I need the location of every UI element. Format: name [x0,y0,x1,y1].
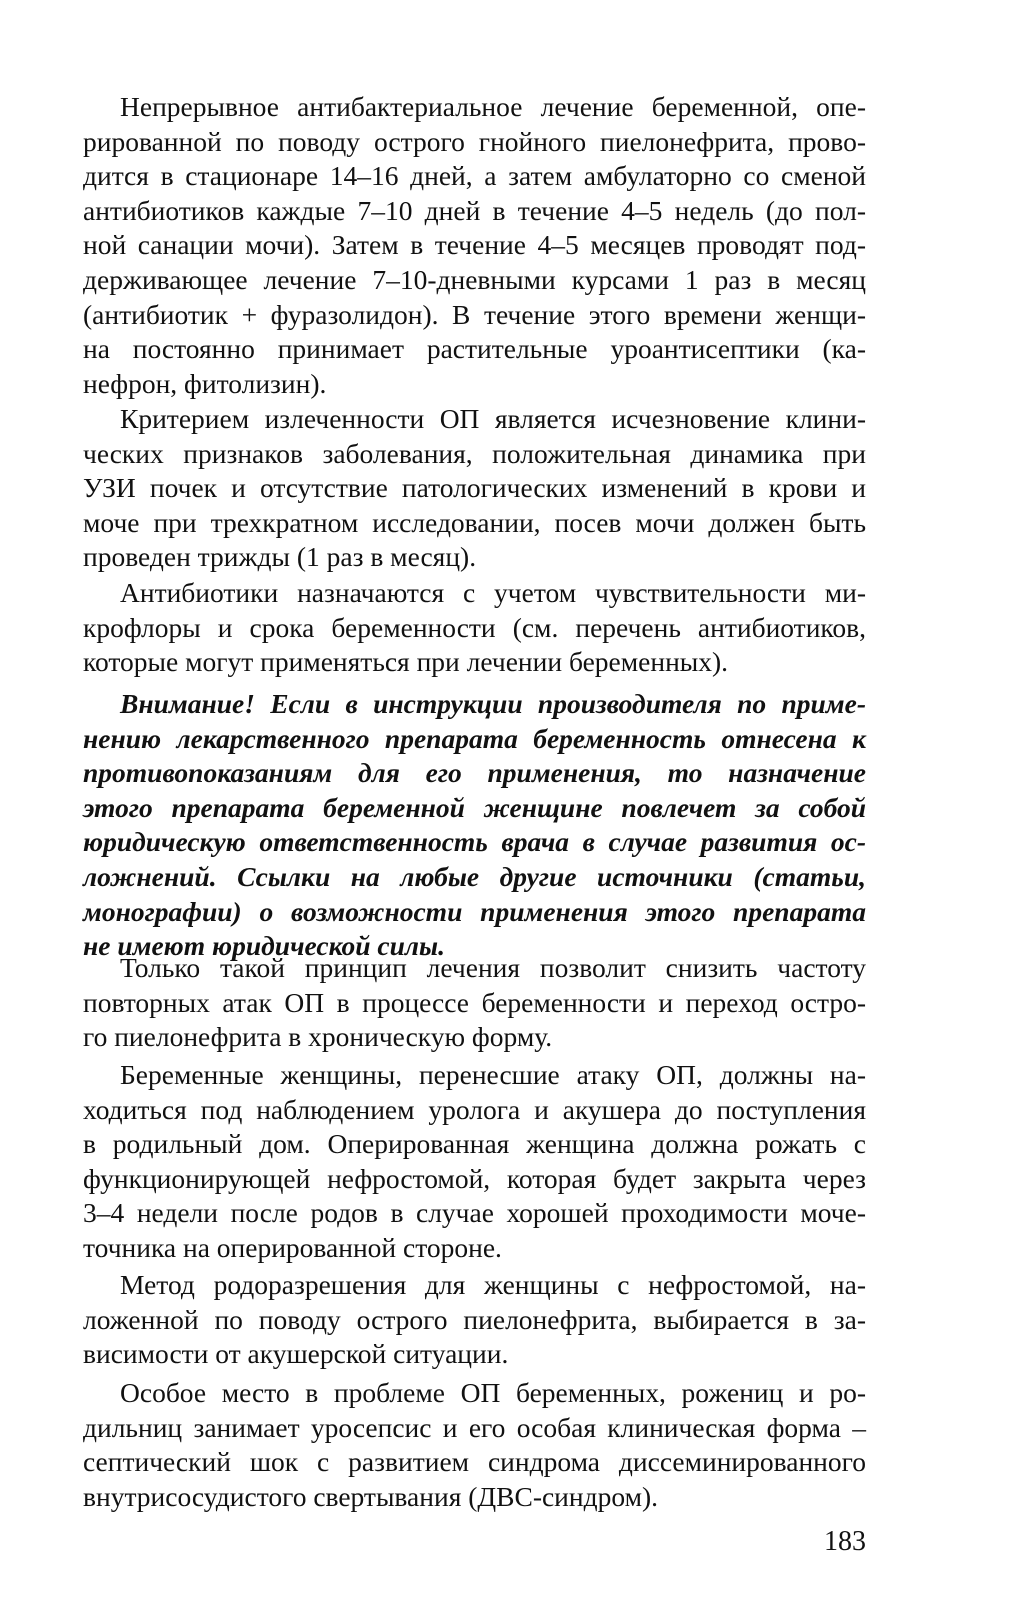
text-line: ходиться под наблюдением уролога и акушера до поступления [83,1093,866,1125]
text-line: антибиотиков каждые 7–10 дней в течение 4–5 недель (до пол- [83,194,866,226]
paragraph-treatment [83,90,866,401]
text-line: Внимание! Если в инструкции производителя по приме- [120,688,866,719]
text-line: нению лекарственного препарата беременность отнесена к [83,722,866,754]
text-line: проведен трижды (1 раз в месяц). [83,541,477,573]
text-line: в родильный дом. Оперированная женщина должна рожать с [83,1128,866,1160]
text-line: точника на оперированной стороне. [83,1231,502,1263]
text-line: нефрон, фитолизин). [83,367,327,399]
warning-block [83,687,866,964]
text-line: Только такой принцип лечения позволит снизить частоту [120,952,866,983]
text-line: дится в стационаре 14–16 дней, а затем амбулаторно со сменой [83,160,866,192]
text-line: Критерием излеченности ОП является исчезновение клини- [120,403,866,434]
text-line: на постоянно принимает растительные уроантисептики (ка- [83,333,866,365]
paragraph-antibiotics [83,576,866,680]
text-line: Особое место в проблеме ОП беременных, рожениц и ро- [120,1377,866,1408]
text-line: внутрисосудистого свертывания (ДВС-синдром). [83,1480,659,1512]
text-line: го пиелонефрита в хроническую форму. [83,1021,553,1053]
text-line: повторных атак ОП в процессе беременности и переход остро- [83,986,866,1018]
paragraph-monitoring [83,1058,866,1266]
text-line: висимости от акушерской ситуации. [83,1338,509,1370]
text-line: ческих признаков заболевания, положительная динамика при [83,437,866,469]
page-number: 183 [824,1526,866,1557]
paragraph-urosepsis [83,1376,866,1514]
text-line: Метод родоразрешения для женщины с нефростомой, на- [120,1269,866,1300]
paragraph-cure-criteria [83,402,866,575]
text-line: противопоказаниям для его применения, то назначение [83,757,866,789]
text-line: этого препарата беременной женщине повлечет за собой [83,791,866,823]
text-line: которые могут применяться при лечении беременных). [83,646,729,678]
text-line: юридическую ответственность врача в случае развития ос- [83,826,866,858]
text-line: дильниц занимает уросепсис и его особая клиническая форма – [83,1411,866,1443]
text-line: УЗИ почек и отсутствие патологических изменений в крови и [83,472,866,504]
text-line: ной санации мочи). Затем в течение 4–5 месяцев проводят под- [83,229,866,261]
text-line: функционирующей нефростомой, которая будет закрыта через [83,1162,866,1194]
text-line: монографии) о возможности применения этого препарата [83,895,866,927]
text-line: ложенной по поводу острого пиелонефрита, выбирается в за- [83,1303,866,1335]
text-line: 3–4 недели после родов в случае хорошей проходимости моче- [83,1197,866,1229]
text-line: не имеют юридической силы. [83,930,445,962]
text-line: Беременные женщины, перенесшие атаку ОП, должны на- [120,1059,866,1090]
text-line: рированной по поводу острого гнойного пиелонефрита, прово- [83,125,866,157]
text-line: Непрерывное антибактериальное лечение беременной, опе- [120,91,866,122]
text-line: Антибиотики назначаются с учетом чувствительности ми- [120,577,866,608]
text-line: (антибиотик + фуразолидон). В течение этого времени женщи- [83,298,866,330]
text-line: держивающее лечение 7–10-дневными курсами 1 раз в месяц [83,263,866,295]
text-line: моче при трехкратном исследовании, посев мочи должен быть [83,506,866,538]
paragraph-principle [83,951,866,1055]
text-line: крофлоры и срока беременности (см. перечень антибиотиков, [83,611,866,643]
text-line: ложнений. Ссылки на любые другие источники (статьи, [83,860,866,892]
paragraph-delivery-method [83,1268,866,1372]
text-line: септический шок с развитием синдрома диссеминированного [83,1446,866,1478]
